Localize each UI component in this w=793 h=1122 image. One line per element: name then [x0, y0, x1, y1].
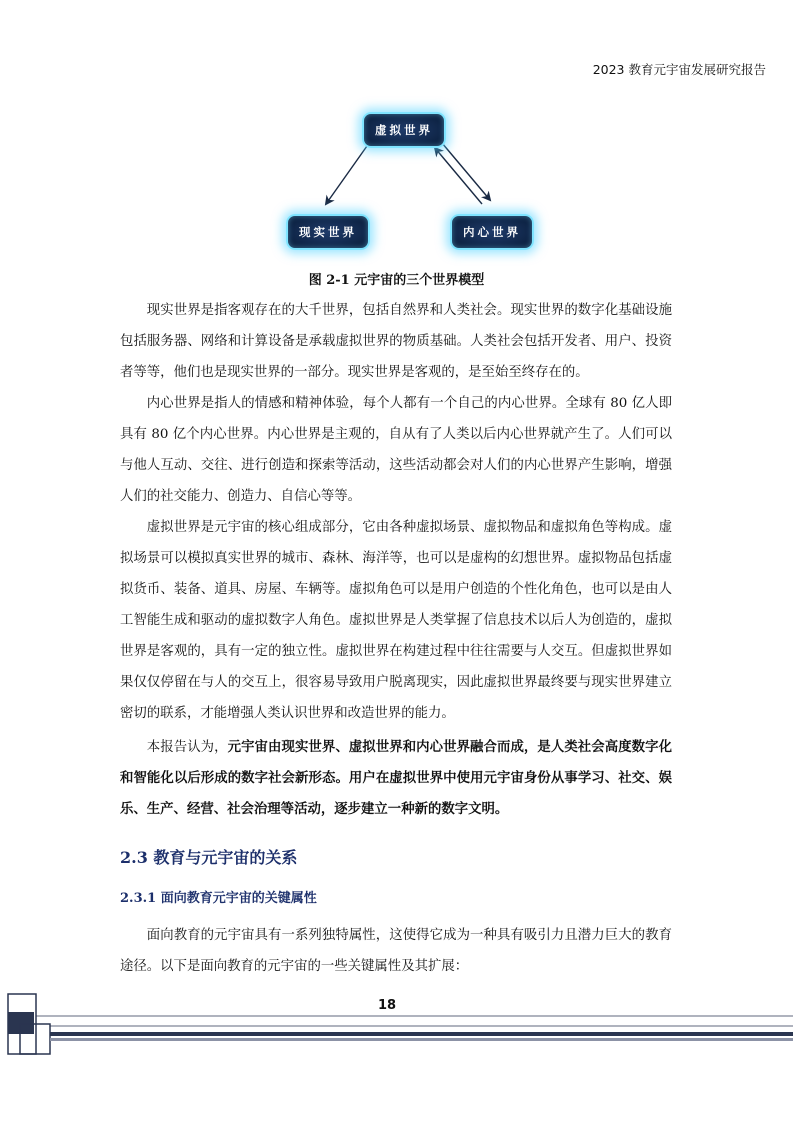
node-virtual-world: 虚拟世界: [362, 112, 446, 148]
paragraph-bold-definition: 元宇宙由现实世界、虚拟世界和内心世界融合而成，是人类社会高度数字化和智能化以后形成的数字社会新形态。用户在虚拟世界中使用元宇宙身份从事学习、社交、娱乐、生产、经营、社会治理等活动，逐步建立一种新的数字文明。: [120, 739, 672, 817]
running-header-title: 2023 教育元宇宙发展研究报告: [592, 62, 766, 77]
paragraph-virtual-world: 虚拟世界是元宇宙的核心组成部分，它由各种虚拟场景、虚拟物品和虚拟角色等构成。虚拟场景可以模拟真实世界的城市、森林、海洋等，也可以是虚构的幻想世界。虚拟物品包括虚拟货币、装备、道具、房屋、车辆等。虚拟角色可以是用户创造的个性化角色，也可以是由人工智能生成和驱动的虚拟数字人角色。虚拟世界是人类掌握了信息技术以后人为创造的，虚拟世界是客观的，具有一定的独立性。虚拟世界在构建过程中往往需要与人交互。但虚拟世界如果仅仅停留在与人的交互上，很容易导致用户脱离现实，因此虚拟世界最终要与现实世界建立密切的联系，才能增强人类认识世界和改造世界的能力。: [120, 520, 672, 721]
footer-decoration: [0, 990, 793, 1060]
three-worlds-diagram: [0, 100, 793, 260]
node-real-world: 现实世界: [286, 214, 370, 250]
arrow-virtual-real: [326, 146, 367, 204]
page-number: 18: [378, 998, 397, 1013]
paragraph-report-view: [120, 732, 672, 825]
arrow-virtual-to-inner: [442, 143, 490, 200]
paragraph-lead-text: 本报告认为，: [146, 740, 228, 755]
arrow-inner-to-virtual: [435, 148, 482, 204]
section-heading-2-3-1: 2.3.1 面向教育元宇宙的关键属性: [120, 891, 317, 906]
node-inner-world: 内心世界: [450, 214, 534, 250]
figure-caption: 图 2-1 元宇宙的三个世界模型: [308, 273, 485, 288]
section-heading-2-3: 2.3 教育与元宇宙的关系: [120, 848, 298, 867]
paragraph-edu-metaverse-intro: 面向教育的元宇宙具有一系列独特属性，这使得它成为一种具有吸引力且潜力巨大的教育途径。以下是面向教育的元宇宙的一些关键属性及其扩展：: [120, 928, 672, 974]
paragraph-real-world: 现实世界是指客观存在的大千世界，包括自然界和人类社会。现实世界的数字化基础设施包括服务器、网络和计算设备是承载虚拟世界的物质基础。人类社会包括开发者、用户、投资者等等，他们也是现实世界的一部分。现实世界是客观的，是至始至终存在的。: [120, 303, 672, 380]
paragraph-inner-world: 内心世界是指人的情感和精神体验，每个人都有一个自己的内心世界。全球有 80 亿人即具有 80 亿个内心世界。内心世界是主观的，自从有了人类以后内心世界就产生了。人们可以与他人互动、交往、进行创造和探索等活动，这些活动都会对人们的内心世界产生影响，增强人们的社交能力、创造力、自信心等等。: [120, 396, 672, 504]
